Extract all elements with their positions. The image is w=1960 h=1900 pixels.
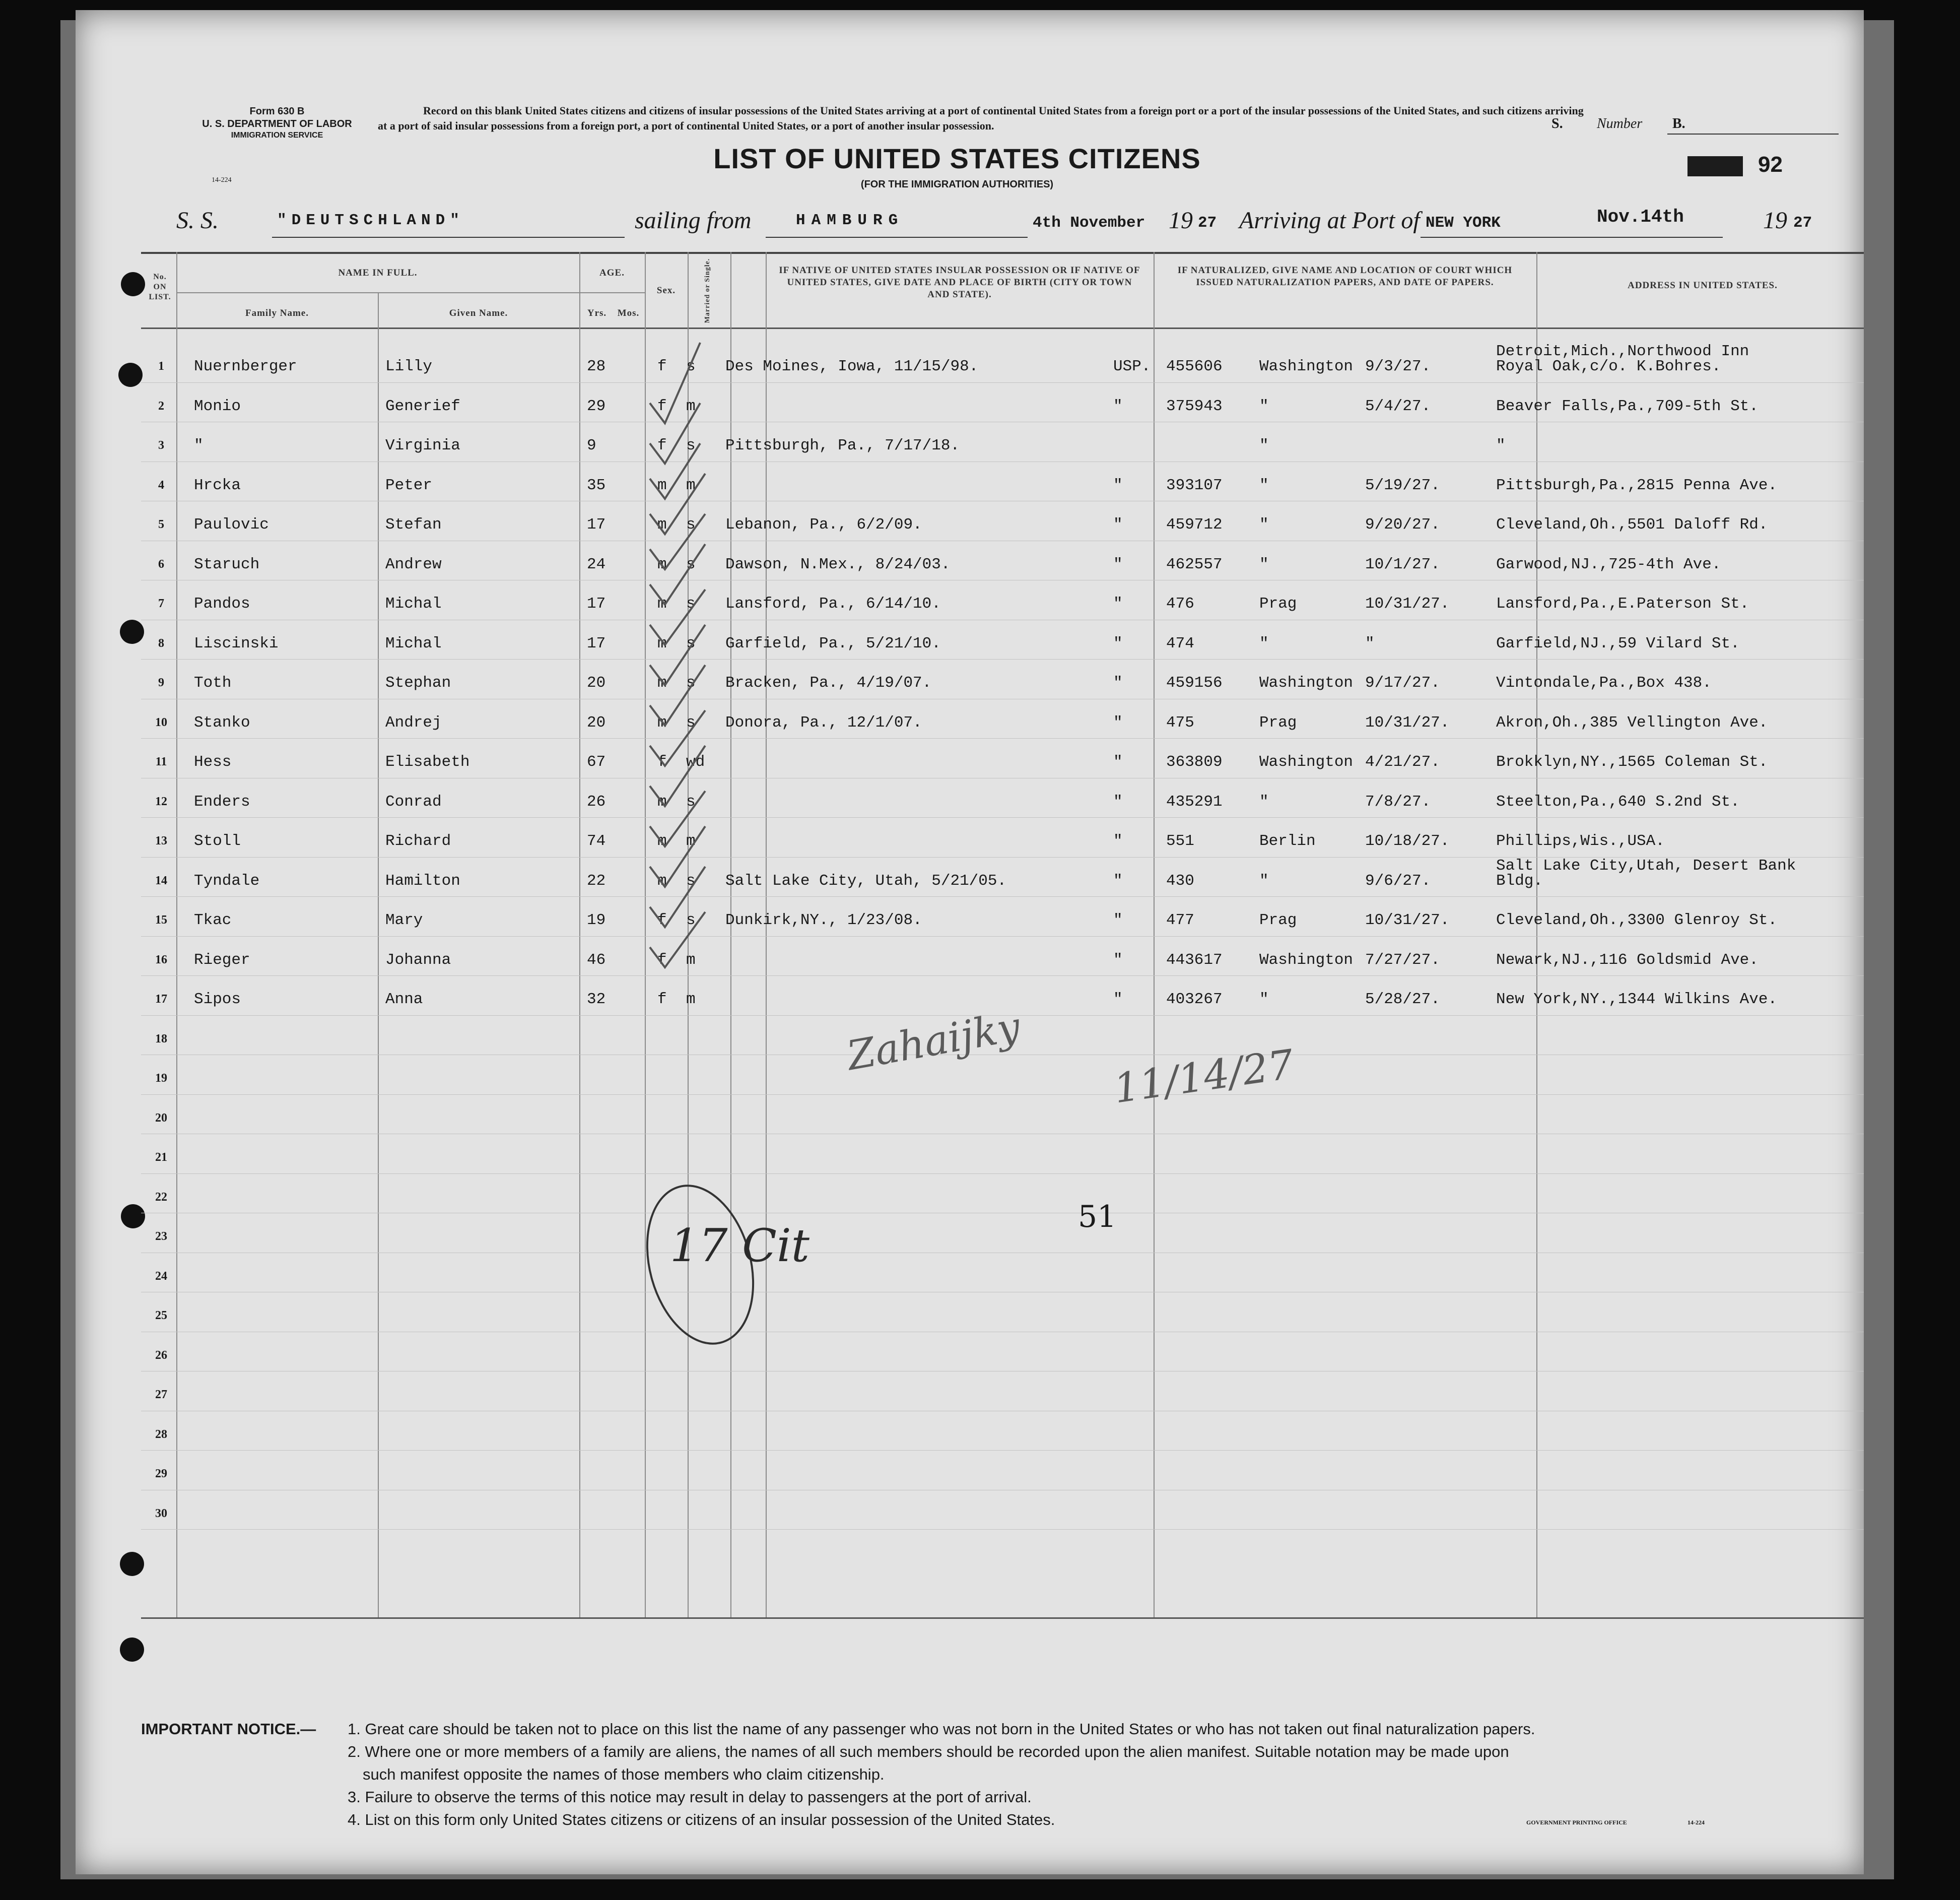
court: ": [1259, 555, 1269, 573]
marital-status: s: [686, 674, 696, 692]
row-line: [141, 1094, 1864, 1095]
given-name: Michal: [385, 634, 442, 652]
address: Salt Lake City,Utah, Desert Bank: [1496, 857, 1796, 875]
name-subheader-line: [176, 292, 579, 293]
naturalization-date: 9/17/27.: [1365, 674, 1440, 692]
court: Washington: [1259, 674, 1354, 692]
address: Garwood,NJ.,725-4th Ave.: [1496, 555, 1721, 573]
col-header-naturalized: IF NATURALIZED, GIVE NAME AND LOCATION OF COURT WHICH ISSUED NATURALIZATION PAPERS, AND DATE OF PAPERS.: [1177, 265, 1513, 288]
birth-place-date: Garfield, Pa., 5/21/10.: [725, 634, 941, 652]
department: U. S. DEPARTMENT OF LABOR: [202, 118, 352, 129]
naturalization-prefix: ": [1113, 674, 1123, 692]
naturalization-prefix: ": [1113, 832, 1123, 850]
form-code: 14-224: [212, 176, 232, 184]
naturalization-prefix: ": [1113, 753, 1123, 771]
age-years: 17: [587, 634, 606, 652]
given-name: Stephan: [385, 674, 451, 692]
family-name: Stoll: [194, 832, 241, 850]
naturalization-date: ": [1365, 634, 1375, 652]
naturalization-date: 10/31/27.: [1365, 911, 1450, 929]
s-label: S.: [1551, 116, 1563, 132]
number-value: B.: [1672, 116, 1685, 132]
naturalization-prefix: ": [1113, 397, 1123, 415]
row-number: 9: [158, 676, 164, 689]
col-header-sex: Sex.: [656, 285, 676, 296]
address: Newark,NJ.,116 Goldsmid Ave.: [1496, 951, 1759, 969]
punch-hole: [118, 363, 143, 387]
arrive-date: Nov.14th: [1597, 207, 1684, 227]
given-name: Conrad: [385, 793, 442, 811]
family-name: Rieger: [194, 951, 250, 969]
address: Lansford,Pa.,E.Paterson St.: [1496, 595, 1749, 613]
age-years: 9: [587, 437, 596, 454]
col-header-no: No. ON LIST.: [149, 273, 171, 301]
ship-name: "DEUTSCHLAND": [277, 212, 464, 229]
row-line: [141, 936, 1864, 937]
table-header-border: [141, 327, 1864, 329]
birth-place-date: Donora, Pa., 12/1/07.: [725, 713, 922, 732]
naturalization-prefix: ": [1113, 872, 1123, 890]
row-number: 19: [155, 1072, 167, 1085]
check-marks: [630, 312, 781, 1018]
address: Garfield,NJ.,59 Vilard St.: [1496, 634, 1740, 652]
row-number: 2: [158, 399, 164, 413]
court: ": [1259, 991, 1269, 1008]
col-header-address: ADDRESS IN UNITED STATES.: [1628, 280, 1778, 291]
marital-status: m: [686, 397, 696, 415]
notice-item-2: 2. Where one or more members of a family are aliens, the names of all such members should be recorded upon the alien manifest. Suitable notation may be made upon: [348, 1743, 1509, 1760]
given-name: Peter: [385, 476, 433, 494]
naturalization-number: 462557: [1166, 555, 1223, 573]
naturalization-date: 7/8/27.: [1365, 793, 1431, 811]
col-header-mos: Mos.: [617, 308, 640, 318]
row-line: [141, 1450, 1864, 1451]
age-years: 20: [587, 674, 606, 692]
naturalization-number: 477: [1166, 911, 1194, 929]
age-years: 20: [587, 713, 606, 732]
col-header-name: NAME IN FULL.: [338, 268, 418, 278]
naturalization-number: 551: [1166, 832, 1194, 850]
circled-note-mark: [640, 1179, 801, 1370]
arrive-year-prefix: 19: [1763, 207, 1787, 234]
court: Washington: [1259, 358, 1354, 375]
ss-label: S. S.: [176, 207, 219, 234]
sex: m: [657, 476, 667, 494]
marital-status: s: [686, 713, 696, 732]
naturalization-date: 5/28/27.: [1365, 991, 1440, 1008]
address: New York,NY.,1344 Wilkins Ave.: [1496, 991, 1778, 1008]
family-name: Liscinski: [194, 634, 279, 652]
naturalization-number: 455606: [1166, 358, 1223, 375]
sex: f: [657, 991, 667, 1008]
row-number: 13: [155, 834, 167, 847]
punch-hole: [120, 1552, 144, 1576]
row-line: [141, 738, 1864, 739]
page-subtitle: (FOR THE IMMIGRATION AUTHORITIES): [860, 179, 1054, 190]
address: Pittsburgh,Pa.,2815 Penna Ave.: [1496, 476, 1778, 494]
age-years: 35: [587, 476, 606, 494]
col-line: [1536, 252, 1537, 1617]
naturalization-number: 476: [1166, 595, 1194, 613]
col-header-yrs: Yrs.: [587, 308, 607, 318]
naturalization-date: 5/19/27.: [1365, 476, 1440, 494]
birth-place-date: Des Moines, Iowa, 11/15/98.: [725, 358, 979, 375]
sex: m: [657, 595, 667, 613]
table-bottom-border: [141, 1617, 1864, 1619]
naturalization-number: 459156: [1166, 674, 1223, 692]
address: Cleveland,Oh.,5501 Daloff Rd.: [1496, 516, 1768, 534]
naturalization-date: 9/20/27.: [1365, 516, 1440, 534]
handwritten-page-number: 51: [1078, 1199, 1117, 1234]
address: Detroit,Mich.,Northwood Inn: [1496, 343, 1749, 360]
birth-place-date: Pittsburgh, Pa., 7/17/18.: [725, 437, 960, 454]
sex: m: [657, 555, 667, 573]
birth-place-date: Dawson, N.Mex., 8/24/03.: [725, 555, 951, 573]
court: ": [1259, 793, 1269, 811]
row-number: 24: [155, 1269, 167, 1283]
form-number: Form 630 B: [249, 106, 305, 117]
naturalization-number: 459712: [1166, 516, 1223, 534]
marital-status: m: [686, 476, 696, 494]
court: ": [1259, 516, 1269, 534]
address: Akron,Oh.,385 Vellington Ave.: [1496, 713, 1768, 732]
instructions: Record on this blank United States citizens and citizens of insular possessions of the United States arriving at a port of continental United States from a foreign port or a port of the insular possessions of the United States, and such citizens arriving at a port of said insular possessions from a foreign port, a port of continental United States, or a port of another insular possession.: [378, 104, 1584, 132]
age-years: 24: [587, 555, 606, 573]
row-number: 22: [155, 1190, 167, 1204]
col-line: [579, 252, 580, 1617]
age-years: 74: [587, 832, 606, 850]
port-to-underline: [1421, 237, 1723, 238]
given-name: Elisabeth: [385, 753, 470, 771]
naturalization-number: 443617: [1166, 951, 1223, 969]
address: ": [1496, 437, 1506, 454]
ship-underline: [272, 237, 625, 238]
court: Washington: [1259, 951, 1354, 969]
naturalization-prefix: ": [1113, 951, 1123, 969]
marital-status: s: [686, 634, 696, 652]
row-number: 18: [155, 1032, 167, 1045]
marital-status: s: [686, 437, 696, 454]
row-number: 17: [155, 993, 167, 1006]
address: Brokklyn,NY.,1565 Coleman St.: [1496, 753, 1768, 771]
sex: m: [657, 634, 667, 652]
birth-place-date: Salt Lake City, Utah, 5/21/05.: [725, 872, 1007, 890]
given-name: Virginia: [385, 437, 460, 454]
row-number: 4: [158, 478, 164, 492]
naturalization-date: 7/27/27.: [1365, 951, 1440, 969]
given-name: Andrej: [385, 713, 442, 732]
col-line: [1154, 252, 1155, 1617]
family-name: Hess: [194, 753, 232, 771]
age-years: 28: [587, 358, 606, 375]
row-line: [141, 975, 1864, 976]
row-number: 26: [155, 1348, 167, 1362]
sex: f: [657, 911, 667, 929]
address: Vintondale,Pa.,Box 438.: [1496, 674, 1712, 692]
row-number: 14: [155, 874, 167, 887]
number-underline: [1667, 134, 1839, 135]
notice-item-2-cont: such manifest opposite the names of those members who claim citizenship.: [363, 1765, 885, 1783]
row-number: 21: [155, 1151, 167, 1164]
punch-hole: [120, 620, 144, 644]
given-name: Johanna: [385, 951, 451, 969]
from-underline: [766, 237, 1028, 238]
given-name: Richard: [385, 832, 451, 850]
naturalization-date: 10/1/27.: [1365, 555, 1440, 573]
marital-status: s: [686, 555, 696, 573]
court: ": [1259, 437, 1269, 454]
birth-place-date: Dunkirk,NY., 1/23/08.: [725, 911, 922, 929]
address: Beaver Falls,Pa.,709-5th St.: [1496, 397, 1759, 415]
port-from: HAMBURG: [796, 212, 904, 229]
row-number: 28: [155, 1427, 167, 1441]
row-number: 5: [158, 518, 164, 531]
naturalization-date: 9/6/27.: [1365, 872, 1431, 890]
marital-status: s: [686, 595, 696, 613]
court: Prag: [1259, 713, 1297, 732]
marital-status: s: [686, 793, 696, 811]
given-name: Lilly: [385, 358, 433, 375]
notice-heading: IMPORTANT NOTICE.—: [141, 1720, 316, 1738]
given-name: Generief: [385, 397, 460, 415]
naturalization-prefix: ": [1113, 634, 1123, 652]
list-number-stamp: [1687, 156, 1743, 176]
row-number: 25: [155, 1309, 167, 1322]
manifest-page: [76, 10, 1864, 1874]
number-label: Number: [1597, 116, 1643, 132]
family-name: Stanko: [194, 713, 250, 732]
row-number: 16: [155, 953, 167, 966]
row-line: [141, 817, 1864, 818]
naturalization-date: 10/18/27.: [1365, 832, 1450, 850]
sex: m: [657, 793, 667, 811]
row-line: [141, 382, 1864, 383]
sex: m: [657, 674, 667, 692]
port-to: NEW YORK: [1426, 214, 1501, 232]
row-number: 1: [158, 360, 164, 373]
naturalization-prefix: ": [1113, 713, 1123, 732]
row-line: [141, 1529, 1864, 1530]
sex: f: [657, 358, 667, 375]
address-line-2: Royal Oak,c/o. K.Bohres.: [1496, 358, 1721, 375]
col-line: [176, 252, 177, 1617]
col-header-age: AGE.: [599, 268, 625, 278]
address: Phillips,Wis.,USA.: [1496, 832, 1665, 850]
row-number: 20: [155, 1111, 167, 1125]
given-name: Stefan: [385, 516, 442, 534]
court: ": [1259, 476, 1269, 494]
sex: m: [657, 516, 667, 534]
family-name: Toth: [194, 674, 232, 692]
age-years: 29: [587, 397, 606, 415]
row-number: 3: [158, 439, 164, 452]
naturalization-prefix: ": [1113, 516, 1123, 534]
naturalization-number: 375943: [1166, 397, 1223, 415]
given-name: Anna: [385, 991, 423, 1008]
row-number: 6: [158, 557, 164, 571]
row-number: 15: [155, 913, 167, 927]
col-line: [378, 292, 379, 1617]
sail-year: 27: [1198, 214, 1217, 232]
marital-status: s: [686, 911, 696, 929]
address: Steelton,Pa.,640 S.2nd St.: [1496, 793, 1740, 811]
family-name: Tkac: [194, 911, 232, 929]
row-number: 12: [155, 795, 167, 808]
family-name: Staruch: [194, 555, 260, 573]
birth-place-date: Lansford, Pa., 6/14/10.: [725, 595, 941, 613]
row-number: 30: [155, 1506, 167, 1520]
row-number: 23: [155, 1230, 167, 1243]
family-name: ": [194, 437, 204, 454]
col-header-family: Family Name.: [245, 308, 309, 318]
notice-item-4: 4. List on this form only United States citizens or citizens of an insular possession of the United States.: [348, 1811, 1055, 1828]
row-number: 29: [155, 1467, 167, 1480]
arrive-year: 27: [1793, 214, 1812, 232]
sex: m: [657, 872, 667, 890]
naturalization-number: 435291: [1166, 793, 1223, 811]
row-line: [141, 1173, 1864, 1174]
birth-place-date: Lebanon, Pa., 6/2/09.: [725, 516, 922, 534]
naturalization-number: 393107: [1166, 476, 1223, 494]
marital-status: s: [686, 358, 696, 375]
col-header-given: Given Name.: [449, 308, 508, 318]
sex: f: [657, 437, 667, 454]
family-name: Nuernberger: [194, 358, 297, 375]
sailing-label: sailing from: [635, 207, 752, 234]
row-line: [141, 659, 1864, 660]
sex: m: [657, 832, 667, 850]
arriving-label: Arriving at Port of: [1239, 207, 1420, 234]
age-years: 22: [587, 872, 606, 890]
family-name: Hrcka: [194, 476, 241, 494]
punch-hole: [121, 1204, 145, 1228]
given-name: Hamilton: [385, 872, 460, 890]
address-line-2: Bldg.: [1496, 872, 1543, 890]
family-name: Paulovic: [194, 516, 269, 534]
naturalization-prefix: ": [1113, 476, 1123, 494]
sail-year-prefix: 19: [1169, 207, 1193, 234]
address: Cleveland,Oh.,3300 Glenroy St.: [1496, 911, 1778, 929]
naturalization-number: 475: [1166, 713, 1194, 732]
age-years: 32: [587, 991, 606, 1008]
family-name: Tyndale: [194, 872, 260, 890]
naturalization-prefix: ": [1113, 555, 1123, 573]
naturalization-prefix: ": [1113, 793, 1123, 811]
sex: f: [657, 951, 667, 969]
family-name: Sipos: [194, 991, 241, 1008]
naturalization-date: 10/31/27.: [1365, 595, 1450, 613]
marital-status: s: [686, 516, 696, 534]
col-header-married: Married or Single.: [704, 258, 711, 323]
age-years: 17: [587, 595, 606, 613]
handwritten-note: 17 Cit: [670, 1219, 809, 1272]
court: ": [1259, 397, 1269, 415]
marital-status: wd: [686, 753, 705, 771]
punch-hole: [120, 1637, 144, 1662]
row-number: 8: [158, 636, 164, 650]
handwritten-signature: Zahaijky: [843, 1003, 1024, 1080]
service: IMMIGRATION SERVICE: [231, 131, 323, 140]
family-name: Enders: [194, 793, 250, 811]
naturalization-date: 10/31/27.: [1365, 713, 1450, 732]
given-name: Michal: [385, 595, 442, 613]
naturalization-date: 9/3/27.: [1365, 358, 1431, 375]
naturalization-number: 403267: [1166, 991, 1223, 1008]
naturalization-prefix: USP.: [1113, 358, 1151, 375]
court: Washington: [1259, 753, 1354, 771]
sail-date: 4th November: [1033, 214, 1145, 232]
printer-code: 14-224: [1687, 1819, 1705, 1826]
naturalization-prefix: ": [1113, 595, 1123, 613]
marital-status: s: [686, 872, 696, 890]
marital-status: m: [686, 951, 696, 969]
naturalization-date: 5/4/27.: [1365, 397, 1431, 415]
given-name: Andrew: [385, 555, 442, 573]
col-header-birth: IF NATIVE OF UNITED STATES INSULAR POSSESSION OR IF NATIVE OF UNITED STATES, GIVE DATE AND PLACE OF BIRTH (CITY OR TOWN AND STATE).: [779, 265, 1140, 300]
row-number: 27: [155, 1388, 167, 1401]
table-top-border: [141, 252, 1864, 254]
naturalization-number: 474: [1166, 634, 1194, 652]
notice-item-1: 1. Great care should be taken not to place on this list the name of any passenger who was not born in the United States or who has not taken out final naturalization papers.: [348, 1720, 1535, 1738]
given-name: Mary: [385, 911, 423, 929]
marital-status: m: [686, 832, 696, 850]
printer: GOVERNMENT PRINTING OFFICE: [1526, 1819, 1627, 1826]
court: ": [1259, 872, 1269, 890]
sex: m: [657, 713, 667, 732]
naturalization-date: 4/21/27.: [1365, 753, 1440, 771]
court: Prag: [1259, 595, 1297, 613]
birth-place-date: Bracken, Pa., 4/19/07.: [725, 674, 932, 692]
court: Prag: [1259, 911, 1297, 929]
naturalization-number: 430: [1166, 872, 1194, 890]
sex: f: [657, 397, 667, 415]
naturalization-prefix: ": [1113, 991, 1123, 1008]
sex: f: [657, 753, 667, 771]
age-years: 19: [587, 911, 606, 929]
row-number: 10: [155, 715, 167, 729]
page-title: LIST OF UNITED STATES CITIZENS: [713, 143, 1201, 174]
handwritten-date: 11/14/27: [1111, 1040, 1297, 1112]
age-years: 67: [587, 753, 606, 771]
family-name: Pandos: [194, 595, 250, 613]
row-line: [141, 896, 1864, 897]
marital-status: m: [686, 991, 696, 1008]
row-number: 11: [155, 755, 167, 768]
family-name: Monio: [194, 397, 241, 415]
punch-hole: [121, 272, 145, 296]
age-years: 26: [587, 793, 606, 811]
row-number: 7: [158, 597, 164, 610]
court: Berlin: [1259, 832, 1316, 850]
court: ": [1259, 634, 1269, 652]
notice-item-3: 3. Failure to observe the terms of this notice may result in delay to passengers at the port of arrival.: [348, 1788, 1032, 1806]
age-years: 17: [587, 516, 606, 534]
list-number: 92: [1758, 152, 1783, 177]
naturalization-prefix: ": [1113, 911, 1123, 929]
age-subheader-line: [579, 292, 645, 293]
naturalization-number: 363809: [1166, 753, 1223, 771]
age-years: 46: [587, 951, 606, 969]
